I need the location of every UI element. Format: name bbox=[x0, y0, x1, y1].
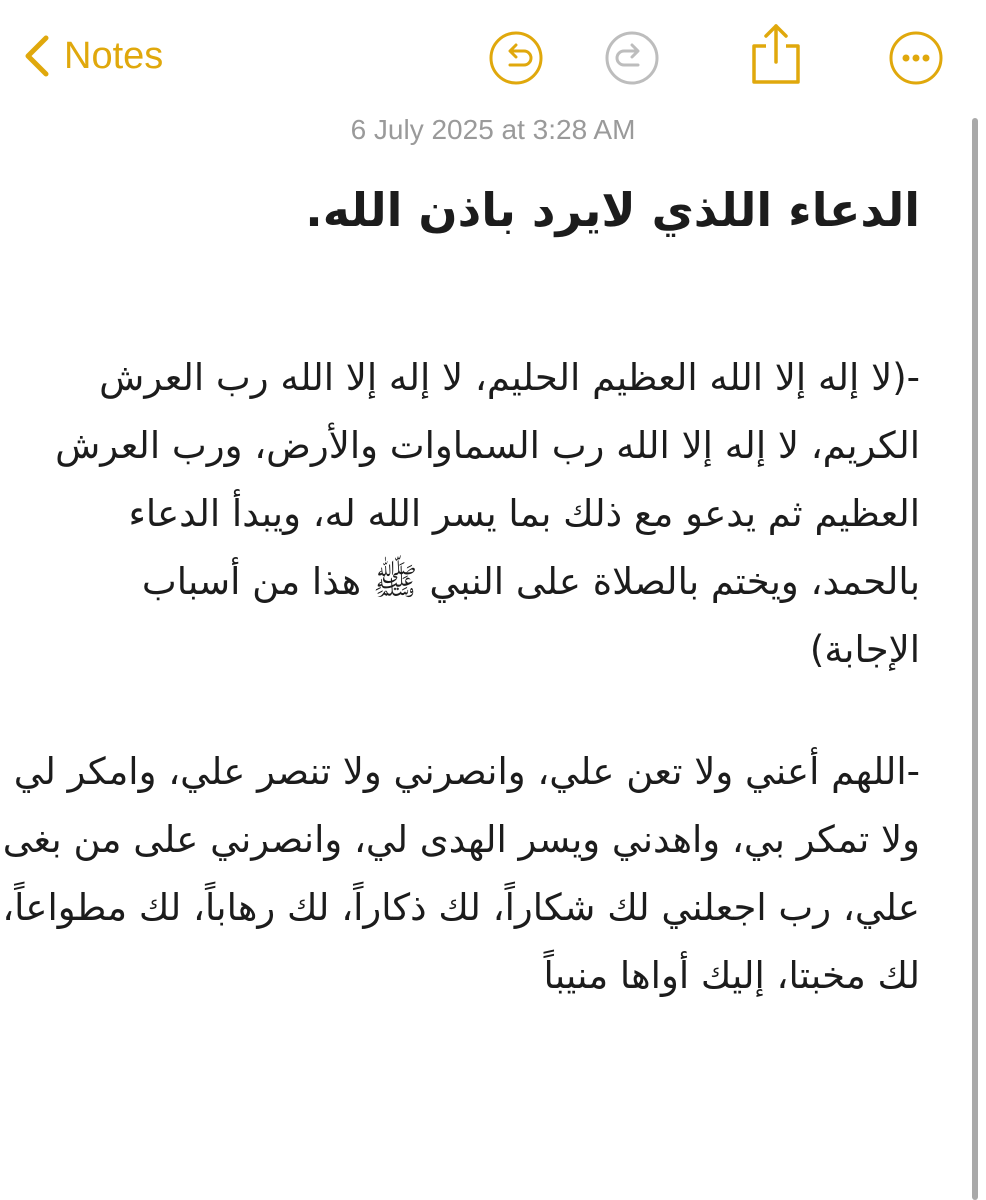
undo-button[interactable] bbox=[488, 30, 544, 86]
paragraph-line: بالحمد، ويختم بالصلاة على النبي ﷺ هذا من أسباب bbox=[141, 560, 920, 603]
scrollbar[interactable] bbox=[972, 118, 978, 1200]
paragraph-line: العظيم ثم يدعو مع ذلك بما يسر الله له، ويبدأ الدعاء bbox=[128, 492, 920, 535]
paragraph-line: الكريم، لا إله إلا الله رب السماوات والأرض، ورب العرش bbox=[55, 424, 920, 467]
share-icon bbox=[748, 22, 804, 86]
note-title[interactable]: الدعاء اللذي لايرد باذن الله. bbox=[305, 183, 920, 237]
paragraph-line: -اللهم أعني ولا تعن علي، وانصرني ولا تنصر علي، وامكر لي bbox=[13, 750, 920, 793]
paragraph-line: لك مخبتا، إليك أواها منيباً bbox=[543, 954, 920, 997]
paragraph-line: الإجابة) bbox=[809, 628, 920, 671]
paragraph-line: -(لا إله إلا الله العظيم الحليم، لا إله إلا الله رب العرش bbox=[99, 356, 920, 399]
paragraph-line: علي، رب اجعلني لك شكاراً، لك ذكاراً، لك رهاباً، لك مطواعاً، bbox=[2, 886, 920, 929]
redo-icon bbox=[604, 30, 660, 86]
share-button[interactable] bbox=[748, 22, 804, 86]
note-timestamp: 6 July 2025 at 3:28 AM bbox=[350, 114, 636, 145]
back-button-label: Notes bbox=[64, 35, 164, 77]
note-paragraph[interactable] bbox=[2, 738, 920, 1010]
back-button[interactable] bbox=[20, 30, 163, 82]
note-paragraph[interactable] bbox=[55, 344, 920, 684]
chevron-left-icon bbox=[20, 34, 54, 78]
more-button[interactable] bbox=[888, 30, 944, 86]
undo-icon bbox=[488, 30, 544, 86]
redo-button[interactable] bbox=[604, 30, 660, 86]
paragraph-line: ولا تمكر بي، واهدني ويسر الهدى لي، وانصرني على من بغى bbox=[2, 818, 920, 861]
navigation-bar bbox=[0, 0, 986, 110]
more-icon bbox=[888, 30, 944, 86]
